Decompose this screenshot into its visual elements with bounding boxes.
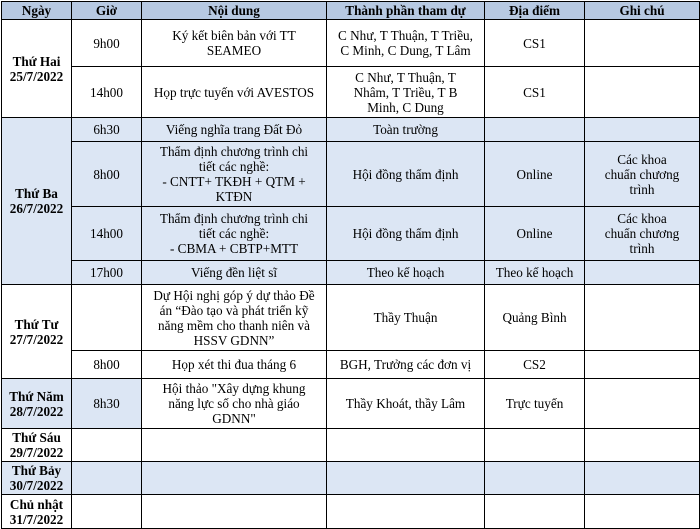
location-cell xyxy=(485,495,585,529)
location-cell: CS1 xyxy=(485,67,585,118)
time-cell: 14h00 xyxy=(72,207,142,261)
participants-cell: C Như, T Thuận, T Nhâm, T Triều, T B Minh, C Dung xyxy=(327,67,485,118)
content-cell: Thẩm định chương trình chi tiết các nghề: - CBMA + CBTP+MTT xyxy=(142,207,327,261)
day-cell-thursday: Thứ Năm 28/7/2022 xyxy=(2,379,72,429)
day-cell-saturday: Thứ Bảy 30/7/2022 xyxy=(2,462,72,495)
participants-cell: Hội đồng thẩm định xyxy=(327,142,485,207)
location-cell: CS2 xyxy=(485,351,585,379)
time-cell: 6h30 xyxy=(72,118,142,142)
content-cell xyxy=(142,429,327,462)
time-cell: 17h00 xyxy=(72,261,142,285)
location-cell: Theo kế hoạch xyxy=(485,261,585,285)
table-row xyxy=(2,67,700,118)
participants-cell: Theo kế hoạch xyxy=(327,261,485,285)
location-cell: Online xyxy=(485,142,585,207)
time-cell xyxy=(72,495,142,529)
note-cell xyxy=(585,261,700,285)
table-row xyxy=(2,429,700,462)
time-cell xyxy=(72,285,142,351)
table-row xyxy=(2,495,700,529)
table-row xyxy=(2,462,700,495)
table-row xyxy=(2,207,700,261)
day-cell-wednesday: Thứ Tư 27/7/2022 xyxy=(2,285,72,379)
participants-cell xyxy=(327,429,485,462)
content-cell: Ký kết biên bản với TT SEAMEO xyxy=(142,20,327,67)
location-cell: Quảng Bình xyxy=(485,285,585,351)
header-note: Ghi chú xyxy=(585,2,700,20)
content-cell: Dự Hội nghị góp ý dự thảo Đề án “Đào tạo và phát triển kỹ năng mềm cho thanh niên và HSSV GDNN” xyxy=(142,285,327,351)
participants-cell: Hội đồng thẩm định xyxy=(327,207,485,261)
content-cell: Thẩm định chương trình chi tiết các nghề: - CNTT+ TKĐH + QTM + KTĐN xyxy=(142,142,327,207)
table-row xyxy=(2,379,700,429)
location-cell xyxy=(485,429,585,462)
schedule-table xyxy=(1,1,700,529)
table-row xyxy=(2,261,700,285)
time-cell: 8h00 xyxy=(72,142,142,207)
time-cell: 9h00 xyxy=(72,20,142,67)
table-row xyxy=(2,285,700,351)
content-cell xyxy=(142,462,327,495)
time-cell: 8h30 xyxy=(72,379,142,429)
location-cell: Online xyxy=(485,207,585,261)
location-cell xyxy=(485,462,585,495)
header-day: Ngày xyxy=(2,2,72,20)
header-time: Giờ xyxy=(72,2,142,20)
note-cell xyxy=(585,462,700,495)
participants-cell: Thầy Khoát, thầy Lâm xyxy=(327,379,485,429)
location-cell xyxy=(485,118,585,142)
note-cell: Các khoa chuẩn chương trình xyxy=(585,142,700,207)
time-cell xyxy=(72,429,142,462)
table-row xyxy=(2,142,700,207)
header-row xyxy=(2,2,700,20)
table-row xyxy=(2,351,700,379)
table-row xyxy=(2,20,700,67)
note-cell: Các khoa chuẩn chương trình xyxy=(585,207,700,261)
note-cell xyxy=(585,351,700,379)
participants-cell: Thầy Thuận xyxy=(327,285,485,351)
note-cell xyxy=(585,379,700,429)
day-cell-tuesday: Thứ Ba 26/7/2022 xyxy=(2,118,72,285)
content-cell xyxy=(142,495,327,529)
header-participants: Thành phần tham dự xyxy=(327,2,485,20)
note-cell xyxy=(585,118,700,142)
content-cell: Viếng nghĩa trang Đất Đỏ xyxy=(142,118,327,142)
day-cell-monday: Thứ Hai 25/7/2022 xyxy=(2,20,72,118)
day-cell-sunday: Chủ nhật 31/7/2022 xyxy=(2,495,72,529)
participants-cell xyxy=(327,495,485,529)
participants-cell: C Như, T Thuận, T Triều, C Minh, C Dung, T Lâm xyxy=(327,20,485,67)
location-cell: Trực tuyến xyxy=(485,379,585,429)
content-cell: Hội thảo "Xây dựng khung năng lực số cho nhà giáo GDNN" xyxy=(142,379,327,429)
note-cell xyxy=(585,285,700,351)
note-cell xyxy=(585,429,700,462)
header-content: Nội dung xyxy=(142,2,327,20)
location-cell: CS1 xyxy=(485,20,585,67)
participants-cell: Toàn trường xyxy=(327,118,485,142)
time-cell: 14h00 xyxy=(72,67,142,118)
note-cell xyxy=(585,495,700,529)
note-cell xyxy=(585,67,700,118)
table-row xyxy=(2,118,700,142)
day-cell-friday: Thứ Sáu 29/7/2022 xyxy=(2,429,72,462)
time-cell xyxy=(72,462,142,495)
note-cell xyxy=(585,20,700,67)
participants-cell xyxy=(327,462,485,495)
time-cell: 8h00 xyxy=(72,351,142,379)
content-cell: Viếng đền liệt sĩ xyxy=(142,261,327,285)
header-location: Địa điểm xyxy=(485,2,585,20)
content-cell: Họp xét thi đua tháng 6 xyxy=(142,351,327,379)
content-cell: Họp trực tuyến với AVESTOS xyxy=(142,67,327,118)
participants-cell: BGH, Trưởng các đơn vị xyxy=(327,351,485,379)
